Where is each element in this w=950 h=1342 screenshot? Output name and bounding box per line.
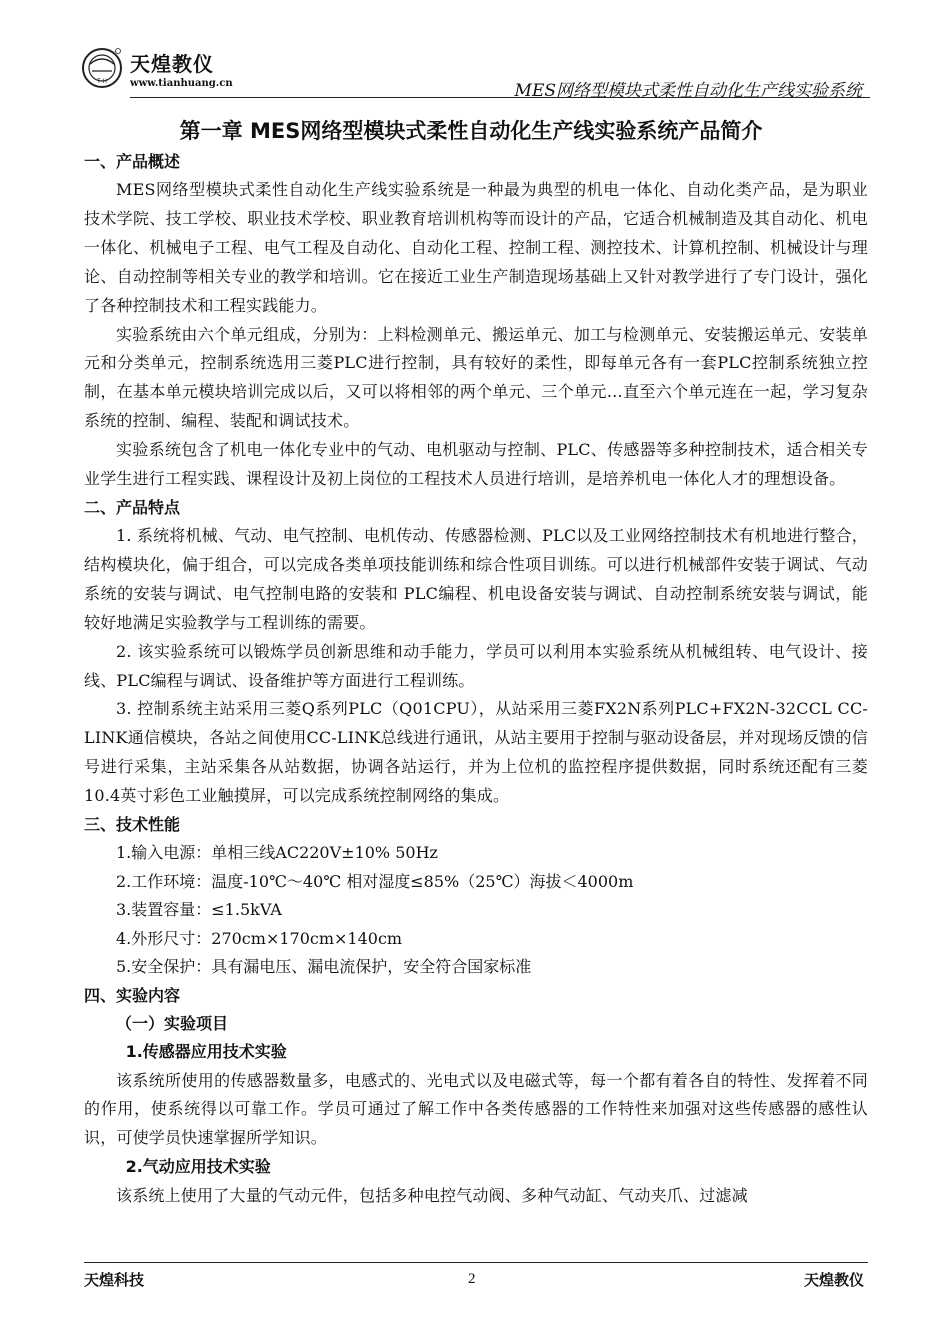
experiment-title-sensor: 1.传感器应用技术实验 — [125, 1042, 287, 1062]
experiment-text-sensor: 该系统所使用的传感器数量多，电感式的、光电式以及电磁式等，每一个都有着各自的特性、发挥着不同的作用，使系统得以可靠工作。学员可通过了解工作中各类传感器的工作特性来加强对这些传感器的感性认识，可使学员快速掌握所学知识。 — [84, 1070, 868, 1148]
section-heading-overview: 一、产品概述 — [84, 152, 181, 171]
page-header — [80, 42, 870, 100]
brand-url: www.tianhuang.cn — [130, 78, 233, 89]
section-heading-experiments: 四、实验内容 — [84, 985, 181, 1005]
section-heading-features: 二、产品特点 — [84, 497, 181, 517]
page-body — [84, 114, 868, 1211]
spec-item: 5.安全保护：具有漏电压、漏电流保护，安全符合国家标准 — [116, 957, 532, 977]
chapter-title: 第一章 MES网络型模块式柔性自动化生产线实验系统产品简介 — [179, 119, 763, 143]
page-number: 2 — [468, 1271, 476, 1287]
features-paragraph-3: 3. 控制系统主站采用三菱Q系列PLC（Q01CPU），从站采用三菱FX2N系列PLC+FX2N-32CCL CC-LINK通信模块，各站之间使用CC-LINK总线进行通讯，从站主要用于控制与驱动设备层，并对现场反馈的信号进行采集，主站采集各从站数据，协调各站运行，并为上位机的监控程序提供数据，同时系统还配有三菱 10.4英寸彩色工业触摸屏，可以完成系统控制网络的集成。 — [84, 699, 868, 806]
spec-item: 3.装置容量：≤1.5kVA — [116, 900, 282, 920]
company-logo-icon — [80, 46, 124, 90]
experiment-title-pneumatic: 2.气动应用技术实验 — [125, 1157, 271, 1177]
section-heading-specs: 三、技术性能 — [84, 815, 181, 835]
page-footer — [84, 1262, 868, 1302]
header-doc-title: MES网络型模块式柔性自动化生产线实验系统 — [514, 81, 862, 101]
features-paragraph-1: 1. 系统将机械、气动、电气控制、电机传动、传感器检测、PLC以及工业网络控制技术有机地进行整合，结构模块化，偏于组合，可以完成各类单项技能训练和综合性项目训练。可以进行机械部件安装于调试、气动系统的安装与调试、电气控制电路的安装和 PLC编程、机电设备安装与调试、自动控制系统安装与调试，能较好地满足实验教学与工程训练的需要。 — [84, 525, 868, 632]
footer-company: 天煌科技 — [84, 1271, 145, 1289]
logo-text: T H — [96, 78, 108, 85]
spec-item: 4.外形尺寸：270cm×170cm×140cm — [116, 928, 403, 948]
experiment-text-pneumatic: 该系统上使用了大量的气动元件，包括多种电控气动阀、多种气动缸、气动夹爪、过滤减 — [116, 1185, 748, 1205]
features-paragraph-2: 2. 该实验系统可以锻炼学员创新思维和动手能力，学员可以利用本实验系统从机械组转、电气设计、接线、PLC编程与调试、设备维护等方面进行工程训练。 — [84, 641, 868, 690]
header-divider — [130, 97, 870, 98]
brand-name: 天煌教仪 — [130, 52, 214, 76]
overview-paragraph-2: 实验系统由六个单元组成，分别为：上料检测单元、搬运单元、加工与检测单元、安装搬运单元、安装单元和分类单元，控制系统选用三菱PLC进行控制，具有较好的柔性，即每单元各有一套PLC控制系统独立控制，在基本单元模块培训完成以后，又可以将相邻的两个单元、三个单元…直至六个单元连在一起，学习复杂系统的控制、编程、装配和调试技术。 — [84, 324, 868, 431]
overview-paragraph-3: 实验系统包含了机电一体化专业中的气动、电机驱动与控制、PLC、传感器等多种控制技术，适合相关专业学生进行工程实践、课程设计及初上岗位的工程技术人员进行培训，是培养机电一体化人才的理想设备。 — [84, 440, 868, 489]
spec-item: 1.输入电源：单相三线AC220V±10% 50Hz — [116, 843, 438, 863]
overview-paragraph-1: MES网络型模块式柔性自动化生产线实验系统是一种最为典型的机电一体化、自动化类产品，是为职业技术学院、技工学校、职业技术学校、职业教育培训机构等而设计的产品，它适合机械制造及其自动化、机电一体化、机械电子工程、电气工程及自动化、自动化工程、控制工程、测控技术、计算机控制、机械设计与理论、自动控制等相关专业的教学和培训。它在接近工业生产制造现场基础上又针对教学进行了专门设计，强化了各种控制技术和工程实践能力。 — [84, 180, 868, 315]
footer-brand: 天煌教仪 — [803, 1271, 864, 1289]
experiments-subheading: （一）实验项目 — [116, 1013, 229, 1033]
spec-item: 2.工作环境：温度-10℃～40℃ 相对湿度≤85%（25℃）海拔＜4000m — [116, 871, 634, 891]
